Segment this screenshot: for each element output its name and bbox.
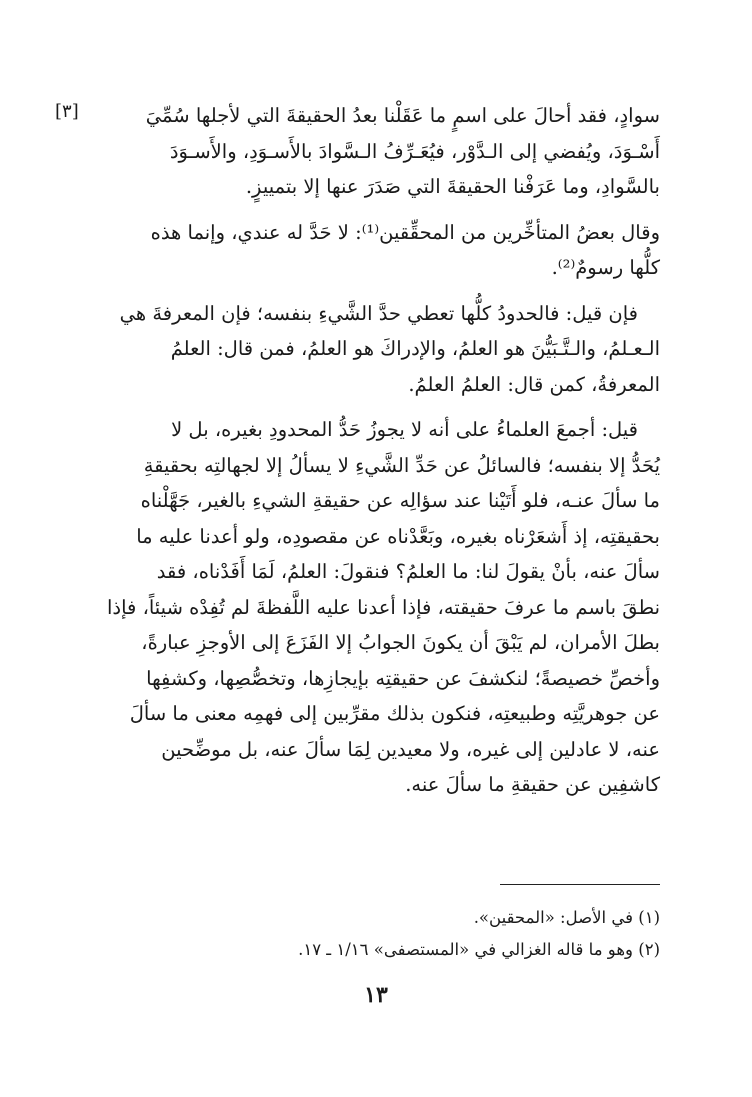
text-line: فإن قيل: فالحدودُ كلُّها تعطي حدَّ الشَّيءِ بنفسه؛ فإن المعرفةَ هي [119, 301, 638, 325]
text-line: ما سألَ عنـه، فلو أَتَيْنا عند سؤالِه عن حقيقةِ الشيءِ بالغير، جَهَّلْناه [140, 489, 660, 512]
text-line: سألَ عنه، بأنْ يقولَ لنا: ما العلمُ؟ فنقولَ: العلمُ، لَمَا أَفَدْناه، فقد [156, 560, 660, 583]
text-line: الـعـلمُ، والـتَّـبَيُّنَ هو العلمُ، والإدراكَ هو العلمُ، فمن قال: العلمُ [170, 337, 660, 360]
text-line: عن جوهريَّتِه وطبيعتِه، فنكون بذلك مقرِّبين إلى فهمِه معنى ما سألَ [129, 702, 660, 725]
text-line: كاشفِين عن حقيقةِ ما سألَ عنه. [405, 773, 660, 796]
main-text [92, 98, 660, 813]
text-line: أَسْـوَدَ، ويُفضي إلى الـدَّوْر، فيُعَـرِّفُ الـسَّوادَ بالأَسـوَدِ، والأَسـوَدَ [169, 139, 660, 163]
footnote-1: (١) في الأصل: «المحقين». [473, 908, 660, 927]
text-line: يُحَدُّ إلا بنفسه؛ فالسائلُ عن حَدِّ الشَّيءِ لا يسألُ إلا لجهالتِه بحقيقةِ [143, 453, 660, 477]
text-line: وأخصِّ خصيصةً؛ لنكشفَ عن حقيقتِه بإيجازِها، وتخصُّصِها، وكشفِها [146, 666, 660, 690]
paragraph-3 [92, 296, 660, 403]
text-line: المعرفةُ، كمن قال: العلمُ العلمُ. [408, 372, 660, 396]
paragraph-1 [92, 98, 660, 205]
text-line: وقال بعضُ المتأخِّرين من المحقِّقين⁽¹⁾: لا حَدَّ له عندي، وإنما هذه [150, 220, 660, 244]
footnotes [92, 902, 660, 966]
text-line: بطلَ الأمران، لم يَبْقَ أن يكونَ الجوابُ إلا الفَزَعَ إلى الأوجزِ عبارةً، [141, 631, 660, 654]
paragraph-2 [92, 215, 660, 286]
page-marker: [٣] [55, 101, 79, 122]
page-number: ١٣ [364, 982, 388, 1008]
text-line: بالسَّوادِ، وما عَرَفْنا الحقيقةَ التي صَدَرَ عنها إلا بتمييزٍ. [245, 175, 660, 198]
text-line: كلُّها رسومٌ⁽²⁾. [551, 256, 660, 279]
text-line: بحقيقتِه، إذ أَشعَرْناه بغيره، وبَعَّدْناه عن مقصودِه، ولو أعدنا عليه ما [136, 524, 660, 548]
text-line: نطقَ باسم ما عرفَ حقيقته، فإذا أعدنا عليه اللَّفظةَ لم تُفِدْه شيئاً، فإذا [107, 595, 660, 619]
text-line: قيل: أجمعَ العلماءُ على أنه لا يجوزُ حَدُّ المحدودِ بغيره، بل لا [171, 418, 638, 441]
footnote-2: (٢) وهو ما قاله الغزالي في «المستصفى» ١/١٦ ـ ١٧. [298, 940, 660, 959]
text-line: سوادٍ، فقد أحالَ على اسمٍ ما عَقَلْنا بعدُ الحقيقةَ التي لأجلها سُمِّيَ [145, 104, 660, 127]
footnote-divider [500, 884, 660, 885]
text-line: عنه، لا عادلين إلى غيره، ولا معيدين لِمَا سألَ عنه، بل موضِّحين [161, 737, 660, 761]
paragraph-4 [92, 412, 660, 803]
